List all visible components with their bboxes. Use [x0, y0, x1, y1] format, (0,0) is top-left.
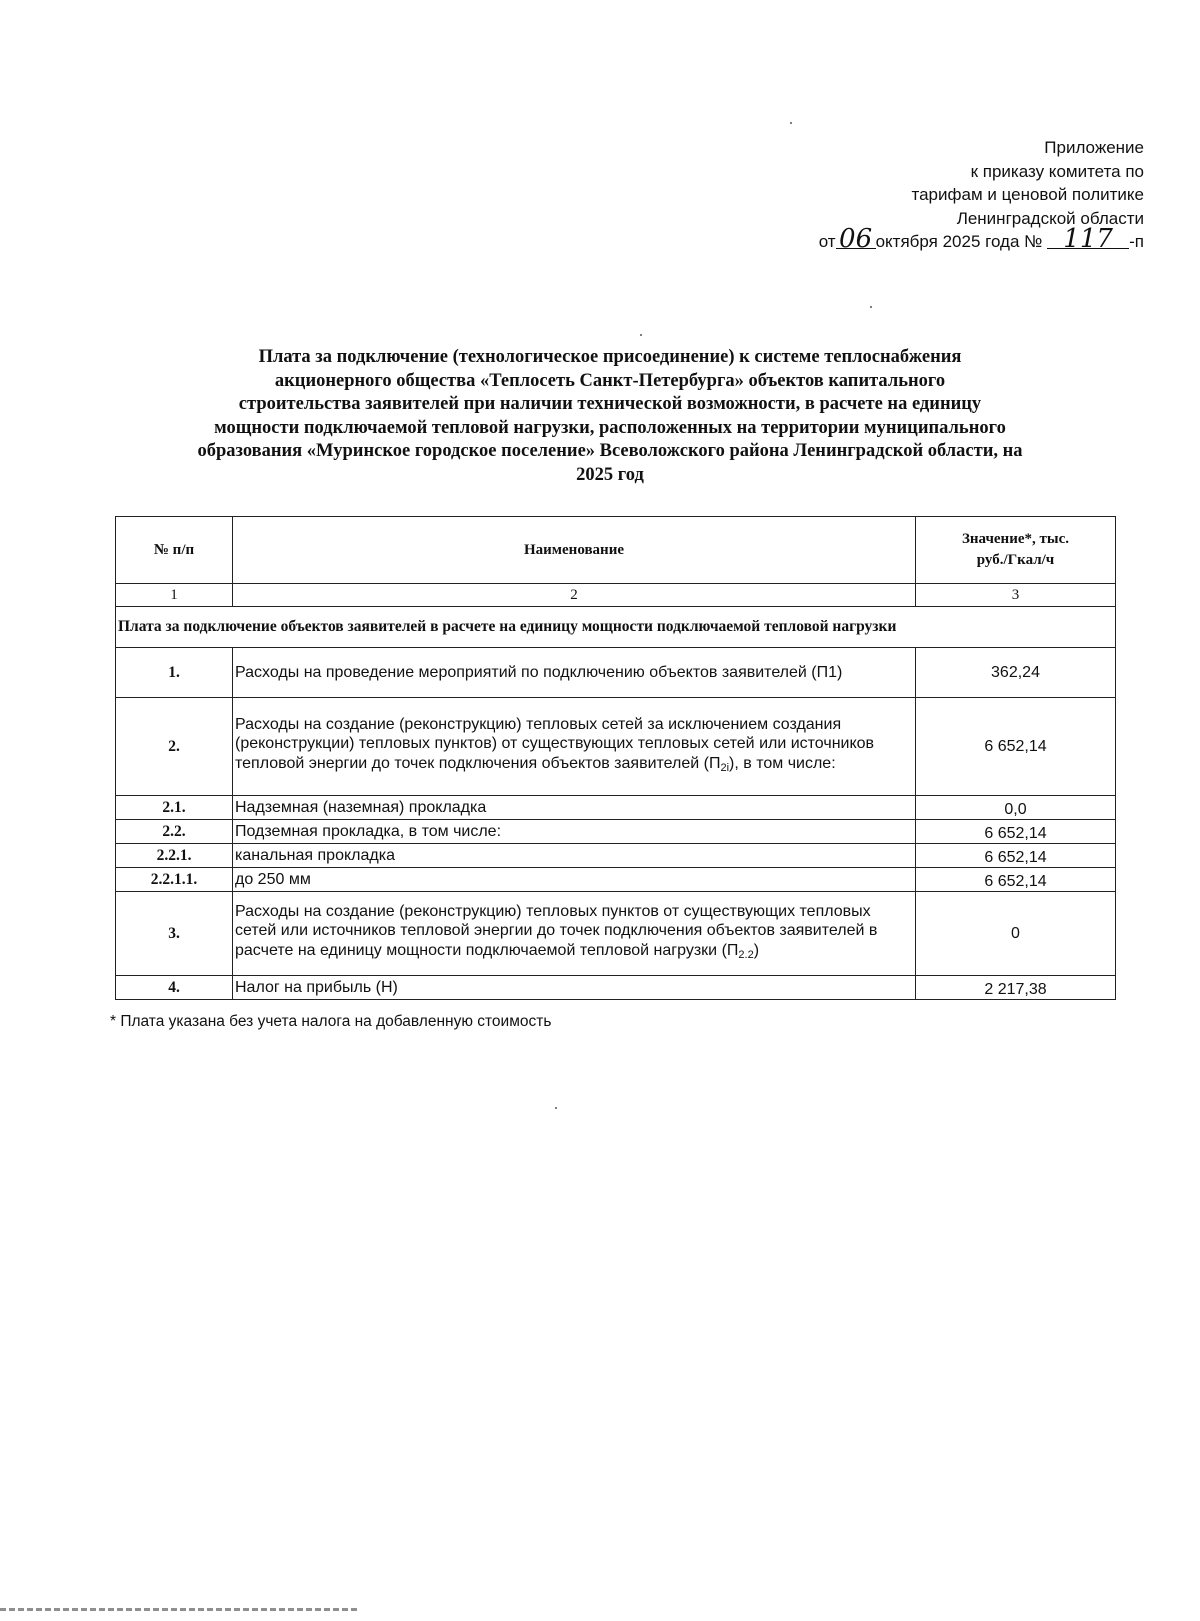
- table-row: [116, 698, 1116, 796]
- row-number: 2.2.: [116, 820, 233, 844]
- appendix-title: Приложение: [1044, 138, 1144, 157]
- row-name: до 250 мм: [233, 868, 916, 892]
- appendix-header: [724, 136, 1144, 254]
- order-number-handwritten: 117: [1047, 230, 1129, 249]
- scan-speck: [790, 122, 792, 124]
- column-number: 2: [233, 584, 916, 607]
- tariff-table: [115, 516, 1116, 1000]
- row-value: 2 217,38: [916, 976, 1116, 1000]
- title-line: Плата за подключение (технологическое присоединение) к системе теплоснабжения: [258, 347, 962, 367]
- title-line: мощности подключаемой тепловой нагрузки, расположенных на территории муниципального: [214, 417, 1006, 438]
- row-name: канальная прокладка: [233, 844, 916, 868]
- scan-artifact: [0, 1608, 360, 1611]
- row-number: 2.2.1.: [116, 844, 233, 868]
- scan-speck: [555, 1107, 557, 1109]
- row-value: 0: [916, 892, 1116, 976]
- row-number: 4.: [116, 976, 233, 1000]
- appendix-line: Ленинградской области: [956, 208, 1144, 228]
- row-value: 6 652,14: [916, 698, 1116, 796]
- row-number: 1.: [116, 648, 233, 698]
- row-name: Налог на прибыль (Н): [233, 976, 916, 1000]
- title-line: строительства заявителей при наличии технической возможности, в расчете на единицу: [238, 394, 982, 414]
- subscript: 2.2: [738, 948, 754, 961]
- section-row: [116, 607, 1116, 648]
- header-no: № п/п: [116, 517, 233, 584]
- date-day-handwritten: 06: [836, 230, 876, 249]
- row-number: 2.2.1.1.: [116, 868, 233, 892]
- subscript: 2i: [720, 761, 730, 774]
- table-row: [116, 648, 1116, 698]
- row-value: 6 652,14: [916, 844, 1116, 868]
- row-number: 3.: [116, 892, 233, 976]
- row-name: Расходы на проведение мероприятий по подключению объектов заявителей (П1): [233, 648, 916, 698]
- scan-speck: [870, 306, 872, 308]
- row-value: 362,24: [916, 648, 1116, 698]
- title-line: акционерного общества «Теплосеть Санкт-Петербурга» объектов капитального: [274, 370, 946, 391]
- row-number: 2.1.: [116, 796, 233, 820]
- row-value: 0,0: [916, 796, 1116, 820]
- order-suffix: -п: [1129, 232, 1144, 251]
- row-name: Расходы на создание (реконструкцию) тепловых сетей за исключением создания (реконструкции) тепловых пунктов) от существующих тепловых сетей или источников тепловой энергии до точек подключения объектов заявителей $(П_{2i})$, в том числе:: [233, 698, 916, 796]
- table-row: [116, 892, 1116, 976]
- appendix-line: тарифам и ценовой политике: [911, 185, 1144, 204]
- table-header-row: [116, 517, 1116, 584]
- appendix-line: к приказу комитета по: [970, 161, 1144, 181]
- title-line: образования «Муринское городское поселение» Всеволожского района Ленинградской области, на: [197, 441, 1023, 461]
- section-title: Плата за подключение объектов заявителей в расчете на единицу мощности подключаемой тепловой нагрузки: [116, 607, 1116, 648]
- table-row: [116, 868, 1116, 892]
- scan-speck: [640, 334, 642, 336]
- header-value: Значение*, тыс. руб./Гкал/ч: [916, 517, 1116, 584]
- document-title: [110, 346, 1110, 487]
- row-name: Подземная прокладка, в том числе:: [233, 820, 916, 844]
- footnote: * Плата указана без учета налога на добавленную стоимость: [110, 1013, 552, 1030]
- column-number: 3: [916, 584, 1116, 607]
- row-name: Надземная (наземная) прокладка: [233, 796, 916, 820]
- table-row: [116, 796, 1116, 820]
- row-number: 2.: [116, 698, 233, 796]
- table-row: [116, 820, 1116, 844]
- column-number: 1: [116, 584, 233, 607]
- row-value: 6 652,14: [916, 820, 1116, 844]
- row-value: 6 652,14: [916, 868, 1116, 892]
- title-line: 2025 год: [576, 464, 644, 485]
- order-date-line: [724, 224, 1144, 254]
- column-number-row: [116, 584, 1116, 607]
- header-name: Наименование: [233, 517, 916, 584]
- table-row: [116, 844, 1116, 868]
- row-name: Расходы на создание (реконструкцию) тепловых пунктов от существующих тепловых сетей или источников тепловой энергии до точек подключения объектов заявителей в расчете на единицу мощности подключаемой тепловой нагрузки $(П_{2.2})$: [233, 892, 916, 976]
- table-row: [116, 976, 1116, 1000]
- date-prefix: от: [818, 232, 836, 251]
- date-rest: октября 2025 года №: [875, 232, 1043, 251]
